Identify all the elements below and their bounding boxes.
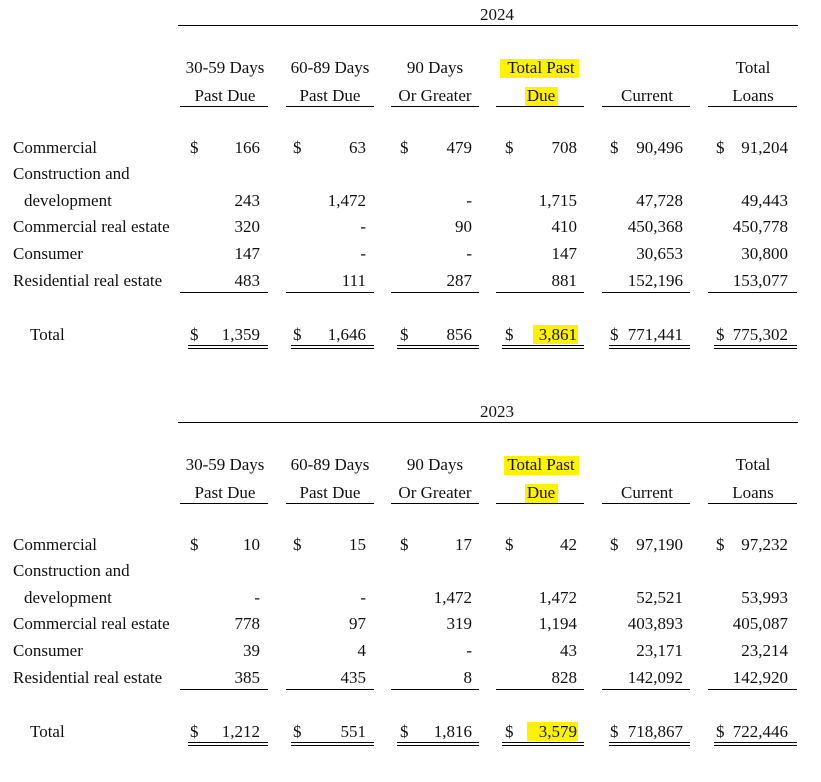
header-current: Current (621, 86, 673, 105)
row-label-cre: Commercial real estate (13, 614, 170, 633)
row-label-consumer: Consumer (13, 641, 83, 660)
header-total-past-due-line2: Due (526, 86, 556, 105)
dollar-sign: $ (610, 325, 619, 344)
cell-total-30-59: 1,212 (221, 722, 260, 741)
cell-construction-total-past-due: 1,472 (538, 588, 577, 607)
row-label-consumer: Consumer (13, 244, 83, 263)
cell-cre-total-past-due: 410 (551, 217, 577, 236)
row-label-residential: Residential real estate (13, 668, 163, 687)
total-double-rule-c1 (188, 742, 268, 746)
cell-residential-30-59: 385 (234, 668, 260, 687)
dollar-sign: $ (505, 325, 514, 344)
cell-construction-total-past-due: 1,715 (538, 191, 577, 210)
total-double-rule-c2 (291, 742, 374, 746)
cell-cre-90: 319 (446, 614, 472, 633)
cell-cre-90: 90 (455, 217, 472, 236)
cell-construction-90: 1,472 (433, 588, 472, 607)
cell-commercial-total-loans: 97,232 (741, 535, 788, 554)
header-60-89-line1: 60-89 Days (290, 455, 370, 474)
dollar-sign: $ (400, 325, 409, 344)
cell-construction-60-89: 1,472 (327, 191, 366, 210)
cell-commercial-60-89: 15 (349, 535, 366, 554)
cell-consumer-30-59: 147 (234, 244, 260, 263)
total-double-rule-c4 (502, 345, 584, 349)
header-30-59-line2: Past Due (194, 483, 256, 502)
cell-consumer-total-loans: 30,800 (741, 244, 788, 263)
cell-total-60-89: 1,646 (327, 325, 366, 344)
total-double-rule-c2 (291, 345, 374, 349)
total-double-rule-c6 (714, 742, 797, 746)
cell-commercial-total-loans: 91,204 (741, 138, 788, 157)
header-total-loans-line2: Loans (732, 483, 774, 502)
cell-construction-30-59: 243 (234, 191, 260, 210)
subtotal-rule-c1 (180, 689, 268, 690)
dollar-sign: $ (400, 722, 409, 741)
total-double-rule-c5 (609, 345, 690, 349)
cell-cre-30-59: 320 (234, 217, 260, 236)
dollar-sign: $ (610, 138, 619, 157)
cell-residential-total-past-due: 828 (551, 668, 577, 687)
cell-total-90: 856 (446, 325, 472, 344)
header-rule-c5 (602, 106, 690, 107)
header-90-line2: Or Greater (398, 86, 472, 105)
row-label-construction-line1: Construction and (13, 164, 130, 183)
row-label-residential: Residential real estate (13, 271, 163, 290)
header-total-past-due-line2: Due (526, 483, 556, 502)
cell-residential-total-past-due: 881 (551, 271, 577, 290)
cell-commercial-90: 17 (455, 535, 472, 554)
dollar-sign: $ (400, 535, 409, 554)
row-label-construction-line2: development (24, 588, 112, 607)
cell-commercial-current: 97,190 (636, 535, 683, 554)
subtotal-rule-c2 (286, 292, 374, 293)
cell-consumer-60-89: - (360, 244, 366, 263)
cell-cre-total-loans: 405,087 (732, 614, 788, 633)
dollar-sign: $ (190, 722, 199, 741)
dollar-sign: $ (716, 325, 725, 344)
subtotal-rule-c4 (496, 689, 584, 690)
header-total-loans-line1: Total (735, 455, 771, 474)
header-rule-c3 (391, 503, 479, 504)
cell-residential-60-89: 111 (341, 271, 366, 290)
cell-consumer-90: - (466, 641, 472, 660)
dollar-sign: $ (716, 722, 725, 741)
total-double-rule-c6 (714, 345, 797, 349)
header-90-line1: 90 Days (406, 58, 464, 77)
subtotal-rule-c4 (496, 292, 584, 293)
header-current: Current (621, 483, 673, 502)
dollar-sign: $ (293, 325, 302, 344)
year-heading: 2024 (480, 5, 514, 24)
header-30-59-line1: 30-59 Days (185, 58, 265, 77)
header-60-89-line1: 60-89 Days (290, 58, 370, 77)
header-rule-c2 (286, 503, 374, 504)
cell-consumer-60-89: 4 (357, 641, 366, 660)
cell-construction-total-loans: 49,443 (741, 191, 788, 210)
cell-cre-30-59: 778 (234, 614, 260, 633)
header-rule-c5 (602, 503, 690, 504)
header-rule-c4 (496, 106, 584, 107)
header-30-59-line1: 30-59 Days (185, 455, 265, 474)
row-label-cre: Commercial real estate (13, 217, 170, 236)
dollar-sign: $ (610, 722, 619, 741)
cell-total-total-loans: 775,302 (732, 325, 788, 344)
cell-consumer-current: 23,171 (636, 641, 683, 660)
cell-construction-current: 52,521 (636, 588, 683, 607)
header-60-89-line2: Past Due (299, 483, 361, 502)
header-total-loans-line2: Loans (732, 86, 774, 105)
total-double-rule-c4 (502, 742, 584, 746)
subtotal-rule-c1 (180, 292, 268, 293)
cell-consumer-90: - (466, 244, 472, 263)
cell-total-current: 718,867 (627, 722, 683, 741)
cell-commercial-total-past-due: 708 (551, 138, 577, 157)
dollar-sign: $ (505, 138, 514, 157)
dollar-sign: $ (190, 535, 199, 554)
subtotal-rule-c3 (391, 689, 479, 690)
header-60-89-line2: Past Due (299, 86, 361, 105)
cell-cre-total-past-due: 1,194 (538, 614, 577, 633)
cell-consumer-total-past-due: 147 (551, 244, 577, 263)
cell-commercial-current: 90,496 (636, 138, 683, 157)
cell-construction-current: 47,728 (636, 191, 683, 210)
header-90-line1: 90 Days (406, 455, 464, 474)
cell-residential-total-loans: 153,077 (732, 271, 788, 290)
header-rule-c1 (180, 503, 268, 504)
cell-construction-total-loans: 53,993 (741, 588, 788, 607)
subtotal-rule-c5 (602, 689, 690, 690)
cell-total-total-loans: 722,446 (732, 722, 788, 741)
dollar-sign: $ (190, 325, 199, 344)
subtotal-rule-c5 (602, 292, 690, 293)
cell-construction-30-59: - (254, 588, 260, 607)
cell-cre-60-89: 97 (349, 614, 366, 633)
cell-residential-30-59: 483 (234, 271, 260, 290)
header-rule-c3 (391, 106, 479, 107)
cell-residential-60-89: 435 (340, 668, 366, 687)
total-double-rule-c5 (609, 742, 690, 746)
header-total-loans-line1: Total (735, 58, 771, 77)
dollar-sign: $ (610, 535, 619, 554)
cell-commercial-30-59: 10 (243, 535, 260, 554)
cell-commercial-90: 479 (446, 138, 472, 157)
cell-consumer-total-loans: 23,214 (741, 641, 788, 660)
cell-total-30-59: 1,359 (221, 325, 260, 344)
header-rule-c1 (180, 106, 268, 107)
subtotal-rule-c6 (708, 689, 797, 690)
row-label-commercial: Commercial (13, 535, 98, 554)
row-label-construction-line1: Construction and (13, 561, 130, 580)
header-rule-c6 (708, 106, 797, 107)
header-rule-c2 (286, 106, 374, 107)
subtotal-rule-c2 (286, 689, 374, 690)
subtotal-rule-c6 (708, 292, 797, 293)
row-label-construction-line2: development (24, 191, 112, 210)
header-90-line2: Or Greater (398, 483, 472, 502)
cell-consumer-total-past-due: 43 (560, 641, 577, 660)
row-label-commercial: Commercial (13, 138, 98, 157)
cell-residential-90: 8 (463, 668, 472, 687)
year-heading: 2023 (480, 402, 514, 421)
cell-cre-60-89: - (360, 217, 366, 236)
header-30-59-line2: Past Due (194, 86, 256, 105)
cell-total-current: 771,441 (627, 325, 683, 344)
subtotal-rule-c3 (391, 292, 479, 293)
cell-consumer-current: 30,653 (636, 244, 683, 263)
cell-consumer-30-59: 39 (243, 641, 260, 660)
dollar-sign: $ (190, 138, 199, 157)
cell-total-total-past-due: 3,579 (538, 722, 577, 741)
dollar-sign: $ (400, 138, 409, 157)
dollar-sign: $ (716, 535, 725, 554)
header-rule-c4 (496, 503, 584, 504)
cell-cre-current: 450,368 (627, 217, 683, 236)
dollar-sign: $ (293, 722, 302, 741)
total-double-rule-c3 (397, 345, 479, 349)
row-label-total: Total (30, 722, 65, 741)
cell-total-90: 1,816 (433, 722, 472, 741)
dollar-sign: $ (716, 138, 725, 157)
total-double-rule-c1 (188, 345, 268, 349)
total-double-rule-c3 (397, 742, 479, 746)
cell-construction-90: - (466, 191, 472, 210)
year-rule (178, 25, 798, 26)
section-2024 (0, 0, 821, 385)
row-label-total: Total (30, 325, 65, 344)
header-rule-c6 (708, 503, 797, 504)
dollar-sign: $ (505, 535, 514, 554)
cell-residential-current: 142,092 (627, 668, 683, 687)
section-2023 (0, 397, 821, 782)
cell-commercial-total-past-due: 42 (560, 535, 577, 554)
cell-total-60-89: 551 (340, 722, 366, 741)
year-rule (178, 422, 798, 423)
dollar-sign: $ (505, 722, 514, 741)
dollar-sign: $ (293, 138, 302, 157)
cell-residential-current: 152,196 (627, 271, 683, 290)
cell-commercial-60-89: 63 (349, 138, 366, 157)
cell-commercial-30-59: 166 (234, 138, 260, 157)
header-total-past-due-line1: Total Past (507, 455, 575, 474)
cell-cre-total-loans: 450,778 (732, 217, 788, 236)
cell-cre-current: 403,893 (627, 614, 683, 633)
cell-residential-total-loans: 142,920 (732, 668, 788, 687)
dollar-sign: $ (293, 535, 302, 554)
cell-residential-90: 287 (446, 271, 472, 290)
cell-construction-60-89: - (360, 588, 366, 607)
cell-total-total-past-due: 3,861 (538, 325, 577, 344)
header-total-past-due-line1: Total Past (507, 58, 575, 77)
